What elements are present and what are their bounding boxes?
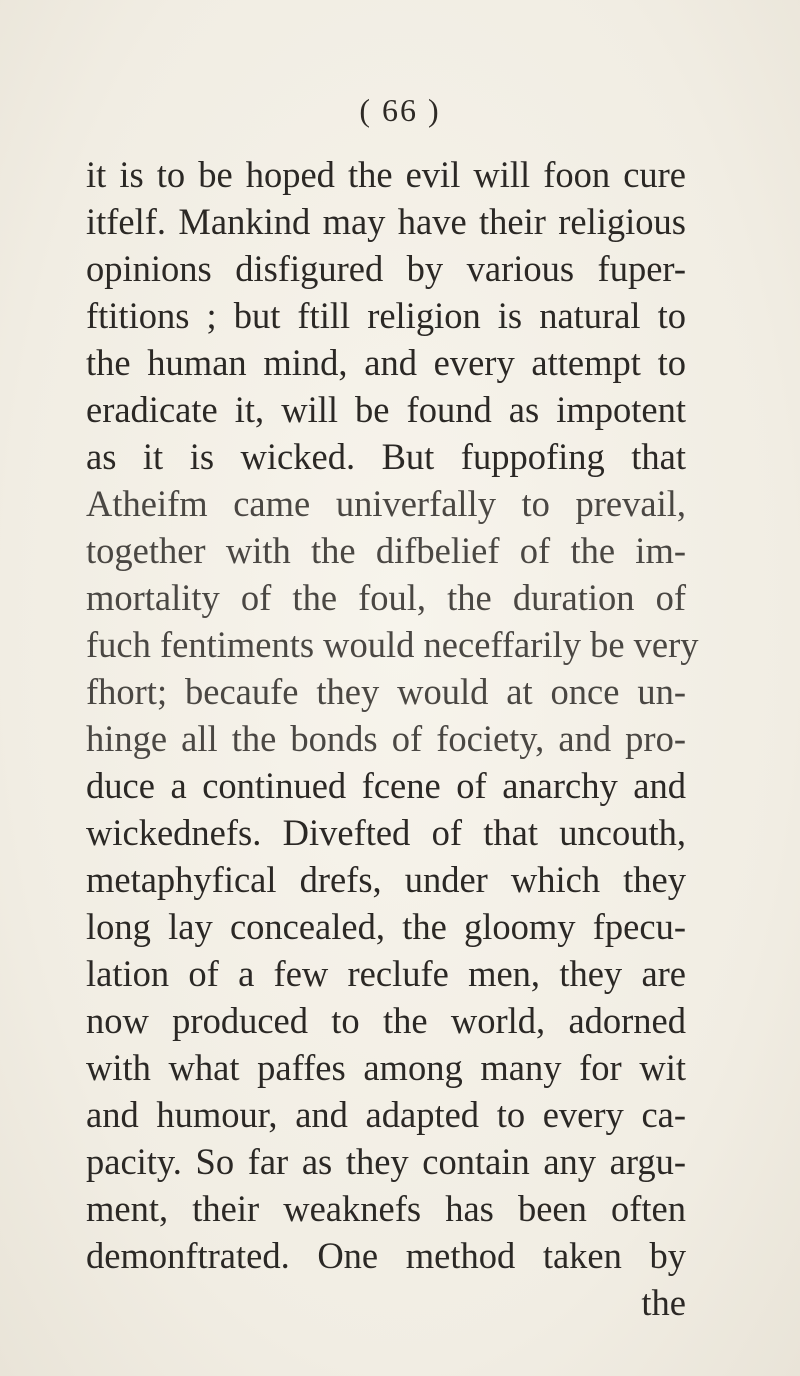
text-line: it is to be hoped the evil will foon cure bbox=[86, 154, 686, 195]
text-line: wickednefs. Divefted of that uncouth, bbox=[86, 812, 686, 853]
text-line: the human mind, and every attempt to bbox=[86, 342, 686, 383]
text-line: hinge all the bonds of fociety, and pro- bbox=[86, 718, 686, 759]
text-line: long lay concealed, the gloomy fpecu- bbox=[86, 906, 686, 947]
text-line: Atheifm came univerfally to prevail, bbox=[86, 483, 686, 524]
text-line: together with the difbelief of the im- bbox=[86, 530, 686, 571]
text-line: now produced to the world, adorned bbox=[86, 1000, 686, 1041]
page-number: ( 66 ) bbox=[359, 92, 441, 128]
text-line: fuch fentiments would neceffarily be very bbox=[86, 624, 699, 665]
text-line: lation of a few reclufe men, they are bbox=[86, 953, 686, 994]
text-line: and humour, and adapted to every ca- bbox=[86, 1094, 686, 1135]
text-line: mortality of the foul, the duration of bbox=[86, 577, 686, 618]
text-line: metaphyfical drefs, under which they bbox=[86, 859, 686, 900]
text-line: eradicate it, will be found as impotent bbox=[86, 389, 686, 430]
catchword: the bbox=[641, 1282, 686, 1323]
text-line: ment, their weaknefs has been often bbox=[86, 1188, 686, 1229]
text-line: with what paffes among many for wit bbox=[86, 1047, 686, 1088]
text-line: pacity. So far as they contain any argu- bbox=[86, 1141, 686, 1182]
text-line: as it is wicked. But fuppofing that bbox=[86, 436, 686, 477]
text-line: itfelf. Mankind may have their religious bbox=[86, 201, 686, 242]
text-line: opinions disfigured by various fuper- bbox=[86, 248, 686, 289]
text-line: duce a continued fcene of anarchy and bbox=[86, 765, 686, 806]
text-line: ftitions ; but ftill religion is natural to bbox=[86, 295, 686, 336]
text-line: demonftrated. One method taken by bbox=[86, 1235, 686, 1276]
text-line: fhort; becaufe they would at once un- bbox=[86, 671, 686, 712]
